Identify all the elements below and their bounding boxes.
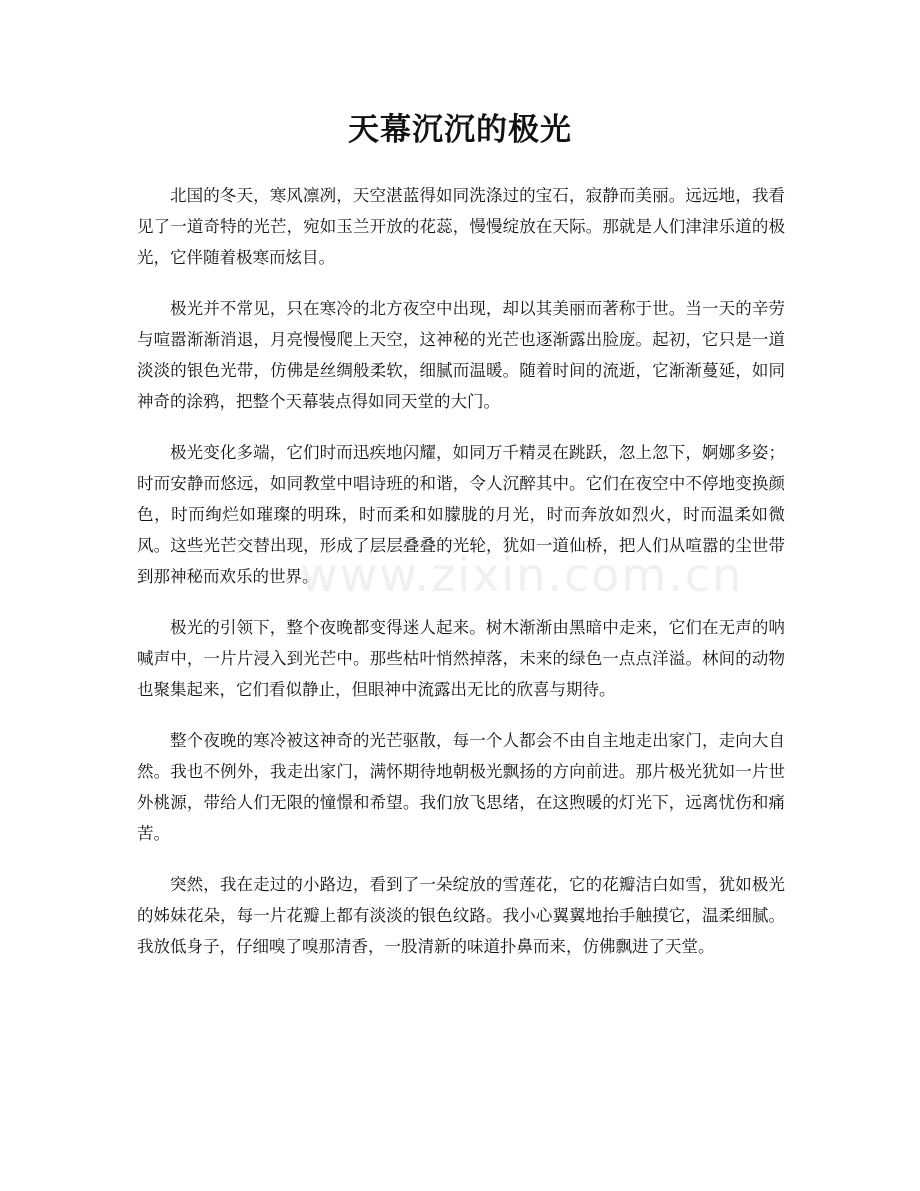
page-title: 天幕沉沉的极光 [348, 112, 572, 148]
paragraph-2: 极光并不常见，只在寒冷的北方夜空中出现，却以其美丽而著称于世。当一天的辛劳与喧嚣渐渐消退，月亮慢慢爬上天空，这神秘的光芒也逐渐露出脸庞。起初，它只是一道淡淡的银色光带，仿佛是丝绸般柔软，细腻而温暖。随着时间的流逝，它渐渐蔓延，如同神奇的涂鸦，把整个天幕装点得如同天堂的大门。 [137, 299, 785, 411]
paragraph-6: 突然，我在走过的小路边，看到了一朵绽放的雪莲花，它的花瓣洁白如雪，犹如极光的姊妹花朵，每一片花瓣上都有淡淡的银色纹路。我小心翼翼地抬手触摸它，温柔细腻。我放低身子，仔细嗅了嗅那清香，一股清新的味道扑鼻而来，仿佛飘进了天堂。 [137, 875, 785, 956]
watermark: www.zixin.com.cn [300, 548, 744, 602]
paragraph-4: 极光的引领下，整个夜晚都变得迷人起来。树木渐渐由黑暗中走来，它们在无声的呐喊声中，一片片浸入到光芒中。那些枯叶悄然掉落，未来的绿色一点点洋溢。林间的动物也聚集起来，它们看似静止，但眼神中流露出无比的欣喜与期待。 [137, 618, 785, 699]
article-body [137, 180, 785, 982]
paragraph-5: 整个夜晚的寒冷被这神奇的光芒驱散，每一个人都会不由自主地走出家门，走向大自然。我也不例外，我走出家门，满怀期待地朝极光飘扬的方向前进。那片极光犹如一片世外桃源，带给人们无限的憧憬和希望。我们放飞思绪，在这煦暖的灯光下，远离忧伤和痛苦。 [137, 731, 785, 843]
paragraph-1: 北国的冬天，寒风凛冽，天空湛蓝得如同洗涤过的宝石，寂静而美丽。远远地，我看见了一道奇特的光芒，宛如玉兰开放的花蕊，慢慢绽放在天际。那就是人们津津乐道的极光，它伴随着极寒而炫目。 [137, 186, 785, 267]
paragraph-3: 极光变化多端，它们时而迅疾地闪耀，如同万千精灵在跳跃，忽上忽下，婀娜多姿；时而安静而悠远，如同教堂中唱诗班的和谐，令人沉醉其中。它们在夜空中不停地变换颜色，时而绚烂如璀璨的明珠，时而柔和如朦胧的月光，时而奔放如烈火，时而温柔如微风。这些光芒交替出现，形成了层层叠叠的光轮，犹如一道仙桥，把人们从喧嚣的尘世带到那神秘而欢乐的世界。 [137, 443, 785, 586]
